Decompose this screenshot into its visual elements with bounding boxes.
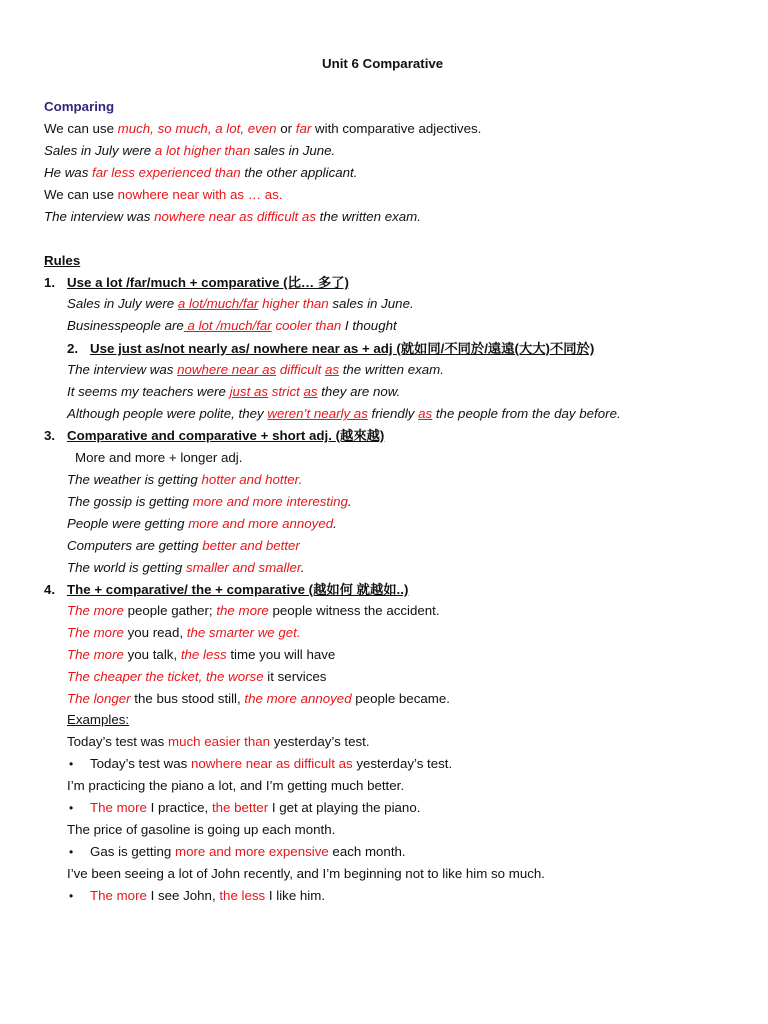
text-line: [67, 866, 545, 882]
bullet-icon: •: [69, 845, 74, 859]
highlighted-phrase: more and more annoyed: [188, 516, 334, 531]
highlighted-phrase: much easier than: [168, 734, 271, 749]
text-line: [44, 209, 421, 225]
highlighted-phrase: as: [324, 362, 340, 377]
highlighted-phrase: the better: [211, 800, 269, 815]
highlighted-phrase: The longer: [67, 691, 131, 706]
text-line: [67, 603, 440, 619]
highlighted-phrase: the more annoyed: [244, 691, 352, 706]
rule-title-2: Use just as/not nearly as/ nowhere near as + adj (就如同/不同於/遠遠(大大)不同於): [90, 341, 595, 356]
text-segment: I practice,: [146, 800, 212, 815]
rule-number-2: 2.: [67, 341, 79, 356]
text-segment: yesterday’s test.: [270, 734, 370, 749]
highlighted-phrase: a lot /much/far: [183, 318, 272, 333]
highlighted-phrase: difficult: [279, 362, 322, 377]
highlighted-phrase: strict: [271, 384, 300, 399]
highlighted-phrase: nowhere near as difficult as: [191, 756, 353, 771]
highlighted-phrase: The more: [90, 800, 147, 815]
text-segment: the written exam.: [339, 362, 444, 377]
highlighted-phrase: nowhere near as: [177, 362, 277, 377]
text-line: [67, 516, 337, 532]
highlighted-phrase: The more: [67, 625, 124, 640]
highlighted-phrase: as: [418, 406, 433, 421]
page-title: Unit 6 Comparative: [322, 56, 444, 71]
highlighted-phrase: smaller and smaller: [186, 560, 301, 575]
text-segment: I see John,: [146, 888, 220, 903]
text-segment: .: [300, 560, 305, 575]
text-line: [44, 187, 283, 203]
highlighted-phrase: more and more expensive: [175, 844, 329, 859]
highlighted-phrase: the smarter we get.: [186, 625, 301, 640]
text-segment: The world is getting: [67, 560, 186, 575]
text-segment: you read,: [123, 625, 187, 640]
bullet-icon: •: [69, 757, 74, 771]
highlighted-phrase: a lot/much/far: [177, 296, 259, 311]
highlighted-phrase: cooler than: [271, 318, 342, 333]
highlighted-phrase: as: [303, 384, 318, 399]
text-line: [67, 472, 302, 488]
text-segment: Gas is getting: [90, 844, 175, 859]
text-segment: Computers are getting: [67, 538, 203, 553]
text-line: [67, 494, 352, 510]
text-segment: He was: [44, 165, 93, 180]
highlighted-phrase: more and more interesting: [192, 494, 348, 509]
text-segment: I thought: [341, 318, 397, 333]
text-segment: people gather;: [123, 603, 217, 618]
text-segment: they are now.: [317, 384, 401, 399]
text-line: [44, 121, 481, 137]
text-line: [90, 800, 420, 816]
text-segment: you talk,: [123, 647, 181, 662]
text-segment: The interview was: [67, 362, 178, 377]
text-segment: I’m practicing the piano a lot, and I’m getting much better.: [67, 778, 405, 793]
rule-title-3: Comparative and comparative + short adj. (越來越): [67, 428, 385, 443]
text-segment: .: [333, 516, 337, 531]
text-segment: People were getting: [67, 516, 189, 531]
highlighted-phrase: a lot higher than: [154, 143, 251, 158]
text-segment: it services: [263, 669, 327, 684]
text-segment: yesterday’s test.: [352, 756, 453, 771]
text-segment: Today’s test was: [90, 756, 192, 771]
text-segment: sales in June.: [328, 296, 414, 311]
highlighted-phrase: the more: [216, 603, 269, 618]
text-line: [67, 406, 621, 422]
text-line: [67, 384, 400, 400]
text-segment: Sales in July were: [44, 143, 155, 158]
text-segment: Businesspeople are: [67, 318, 184, 333]
text-line: [67, 669, 326, 685]
text-line: [67, 625, 301, 641]
section-heading-comparing: Comparing: [44, 99, 115, 114]
text-line: [67, 538, 300, 554]
text-line: [67, 691, 450, 707]
highlighted-phrase: the less: [180, 647, 227, 662]
text-line: [90, 888, 325, 904]
text-segment: Although people were polite, they: [67, 406, 268, 421]
text-line: [67, 647, 335, 663]
text-line: [67, 296, 414, 312]
text-line: [67, 822, 335, 838]
rule-title-4: The + comparative/ the + comparative (越如何 就越如..): [67, 582, 409, 597]
text-segment: It seems my teachers were: [67, 384, 230, 399]
bullet-icon: •: [69, 801, 74, 815]
text-segment: Sales in July were: [67, 296, 178, 311]
text-segment: The gossip is getting: [67, 494, 193, 509]
highlighted-phrase: much, so much, a lot, even: [117, 121, 277, 136]
text-line: [67, 560, 305, 576]
text-segment: people became.: [351, 691, 450, 706]
text-line: [67, 778, 404, 794]
highlighted-phrase: nowhere near as difficult as: [154, 209, 316, 224]
highlighted-phrase: The more: [90, 888, 147, 903]
text-segment: the bus stood still,: [130, 691, 245, 706]
rule3-subtitle: More and more + longer adj.: [75, 450, 243, 465]
rule-title-1: Use a lot /far/much + comparative (比… 多了): [67, 275, 349, 290]
rule-number-3: 3.: [44, 428, 56, 443]
text-line: [90, 756, 452, 772]
text-segment: The price of gasoline is going up each month.: [67, 822, 336, 837]
text-segment: the other applicant.: [240, 165, 358, 180]
text-segment: or: [276, 121, 296, 136]
text-line: [90, 844, 406, 860]
highlighted-phrase: far: [295, 121, 312, 136]
text-line: [67, 362, 444, 378]
highlighted-phrase: The cheaper the ticket, the worse: [67, 669, 264, 684]
highlighted-phrase: weren’t nearly as: [267, 406, 368, 421]
text-segment: friendly: [367, 406, 419, 421]
text-segment: with comparative adjectives.: [311, 121, 482, 136]
text-segment: The weather is getting: [67, 472, 202, 487]
text-segment: We can use: [44, 121, 118, 136]
highlighted-phrase: hotter and hotter.: [201, 472, 303, 487]
text-segment: the written exam.: [315, 209, 421, 224]
text-segment: time you will have: [226, 647, 336, 662]
highlighted-phrase: nowhere near with as … as.: [117, 187, 283, 202]
bullet-icon: •: [69, 889, 74, 903]
text-segment: the people from the day before.: [432, 406, 621, 421]
text-line: [67, 318, 397, 334]
section-heading-rules: Rules: [44, 253, 81, 268]
text-segment: .: [347, 494, 352, 509]
text-line: [44, 143, 335, 159]
rule-number-4: 4.: [44, 582, 56, 597]
text-segment: I’ve been seeing a lot of John recently, and I’m beginning not to like him so much.: [67, 866, 545, 881]
text-segment: I like him.: [265, 888, 326, 903]
highlighted-phrase: The more: [67, 603, 124, 618]
highlighted-phrase: just as: [229, 384, 269, 399]
text-segment: Today’s test was: [67, 734, 169, 749]
text-line: [67, 734, 370, 750]
examples-label: Examples:: [67, 712, 130, 727]
highlighted-phrase: The more: [67, 647, 124, 662]
highlighted-phrase: better and better: [202, 538, 300, 553]
rule-number-1: 1.: [44, 275, 56, 290]
text-segment: each month.: [328, 844, 406, 859]
highlighted-phrase: the less: [219, 888, 266, 903]
text-segment: sales in June.: [250, 143, 336, 158]
highlighted-phrase: far less experienced than: [92, 165, 241, 180]
text-segment: The interview was: [44, 209, 155, 224]
text-segment: I get at playing the piano.: [268, 800, 421, 815]
highlighted-phrase: higher than: [258, 296, 329, 311]
text-segment: people witness the accident.: [268, 603, 440, 618]
text-segment: We can use: [44, 187, 118, 202]
text-line: [44, 165, 357, 181]
